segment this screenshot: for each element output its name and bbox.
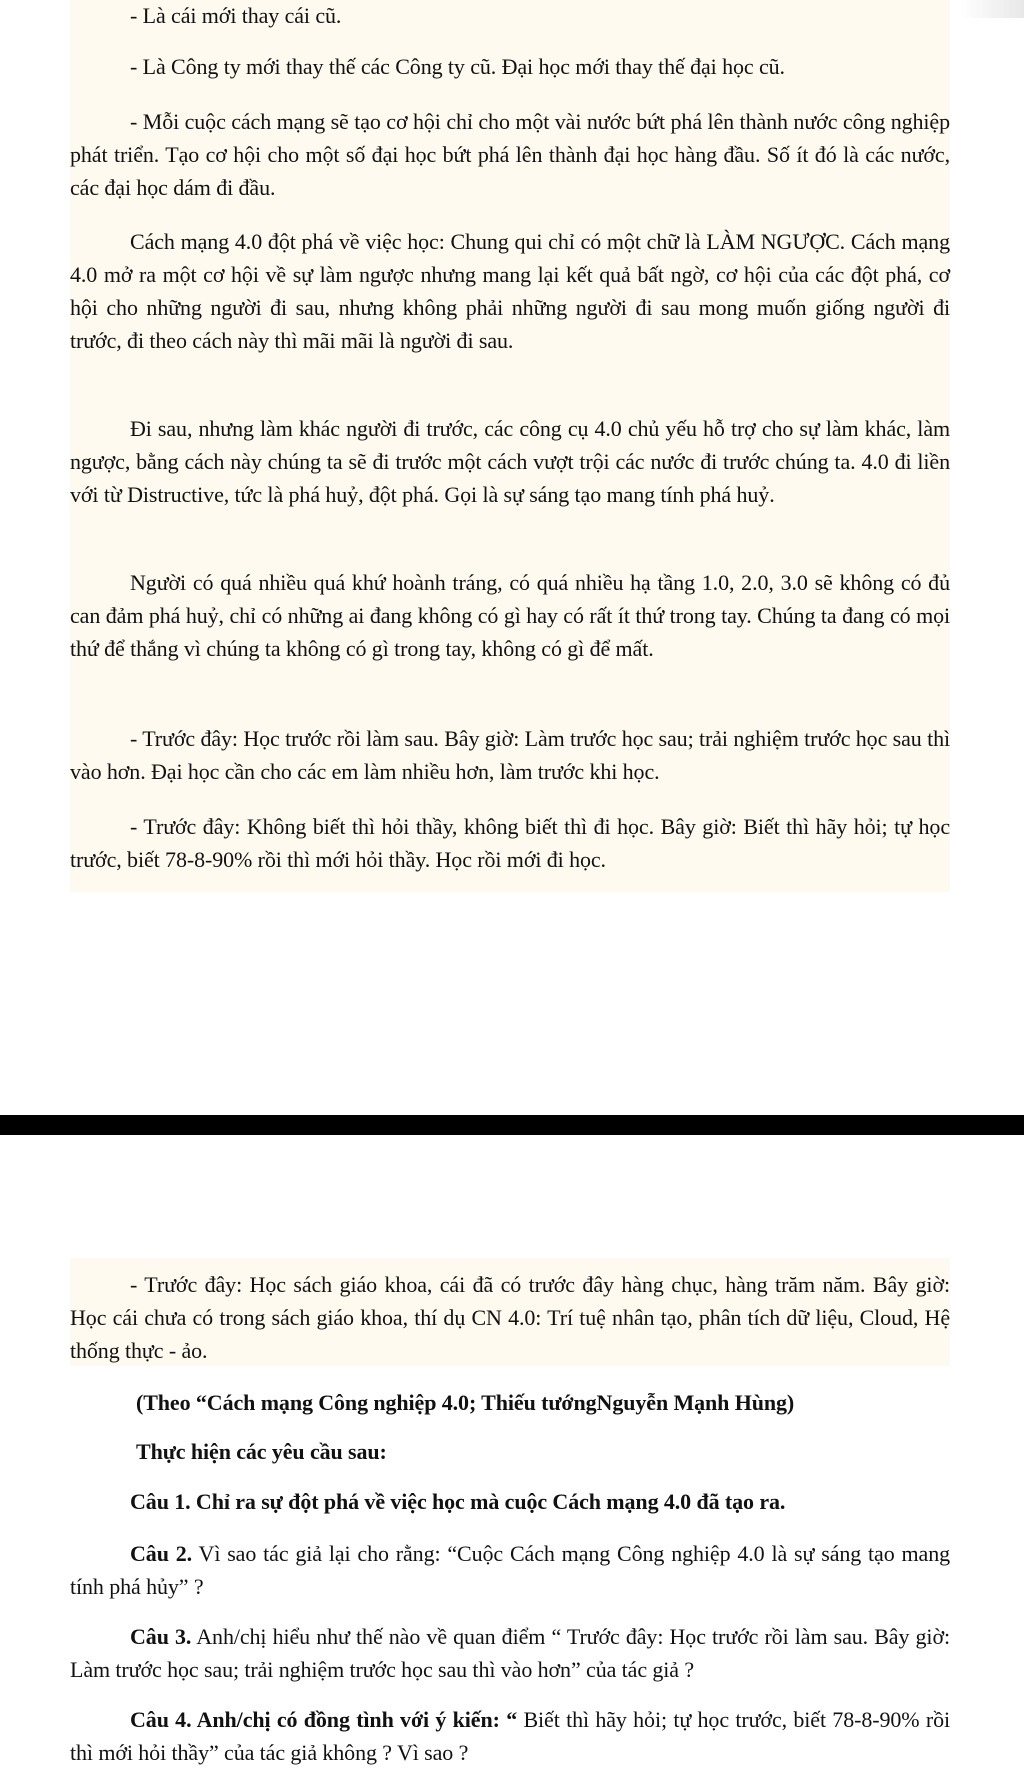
paragraph-4: Cách mạng 4.0 đột phá về việc học: Chung qui chỉ có một chữ là LÀM NGƯỢC. Cách mạng 4.0 mở ra một cơ hội về sự làm ngược nhưng mang lại kết quả bất ngờ, cơ hội của các đột phá, cơ hội cho những người đi sau, nhưng không phải những người đi sau mong muốn giống người đi trước, đi theo cách này thì mãi mãi là người đi sau.: [70, 229, 950, 353]
paragraph-7: - Trước đây: Học trước rồi làm sau. Bây giờ: Làm trước học sau; trải nghiệm trước học sau thì vào hơn. Đại học cần cho các em làm nhiều hơn, làm trước khi học.: [70, 726, 950, 784]
paragraph-6: Người có quá nhiều quá khứ hoành tráng, có quá nhiều hạ tầng 1.0, 2.0, 3.0 sẽ không có đủ can đảm phá huỷ, chỉ có những ai đang không có gì hay có rất ít thứ trong tay. Chúng ta đang có mọi thứ để thắng vì chúng ta không có gì trong tay, không có gì để mất.: [70, 570, 950, 661]
question-1: Câu 1. Chỉ ra sự đột phá về việc học mà cuộc Cách mạng 4.0 đã tạo ra.: [130, 1489, 786, 1514]
question-4-label: Câu 4. Anh/chị có đồng tình với ý kiến: “: [130, 1707, 518, 1732]
paragraph-5: Đi sau, nhưng làm khác người đi trước, các công cụ 4.0 chủ yếu hỗ trợ cho sự làm khác, làm ngược, bằng cách này chúng ta sẽ đi trước một cách vượt trội các nước đi trước chúng ta. 4.0 đi liền với từ Distructive, tức là phá huỷ, đột phá. Gọi là sự sáng tạo mang tính phá huỷ.: [70, 416, 950, 507]
paragraph-bottom: - Trước đây: Học sách giáo khoa, cái đã có trước đây hàng chục, hàng trăm năm. Bây giờ: Học cái chưa có trong sách giáo khoa, thí dụ CN 4.0: Trí tuệ nhân tạo, phân tích dữ liệu, Cloud, Hệ thống thực - ảo.: [70, 1272, 950, 1363]
paragraph-1: - Là cái mới thay cái cũ.: [130, 3, 342, 28]
question-3-label: Câu 3.: [130, 1624, 192, 1649]
question-2: [70, 1537, 950, 1603]
page-divider: [0, 1115, 1024, 1135]
question-3-text: Anh/chị hiểu như thế nào về quan điểm “ Trước đây: Học trước rồi làm sau. Bây giờ: Làm trước học sau; trải nghiệm trước học sau thì vào hơn” của tác giả ?: [70, 1624, 950, 1682]
question-4-text: Biết thì hãy hỏi; tự học trước, biết 78-8-90% rồi thì mới hỏi thầy” của tác giả không ? Vì sao ?: [70, 1707, 950, 1765]
question-4: [70, 1703, 950, 1769]
question-3: [70, 1620, 950, 1686]
instruction-heading: Thực hiện các yêu cầu sau:: [136, 1439, 387, 1464]
top-edge-shadow: [960, 0, 1024, 18]
question-2-label: Câu 2.: [130, 1541, 193, 1566]
paragraph-8: - Trước đây: Không biết thì hỏi thầy, không biết thì đi học. Bây giờ: Biết thì hãy hỏi; tự học trước, biết 78-8-90% rồi thì mới hỏi thầy. Học rồi mới đi học.: [70, 814, 950, 872]
source-citation: (Theo “Cách mạng Công nghiệp 4.0; Thiếu tướngNguyễn Mạnh Hùng): [136, 1390, 795, 1415]
paragraph-3: - Mỗi cuộc cách mạng sẽ tạo cơ hội chỉ cho một vài nước bứt phá lên thành nước công nghiệp phát triển. Tạo cơ hội cho một số đại học bứt phá lên thành đại học hàng đầu. Số ít đó là các nước, các đại học dám đi đầu.: [70, 109, 950, 200]
question-2-text: Vì sao tác giả lại cho rằng: “Cuộc Cách mạng Công nghiệp 4.0 là sự sáng tạo mang tính phá hủy” ?: [70, 1541, 950, 1599]
paragraph-2: - Là Công ty mới thay thế các Công ty cũ. Đại học mới thay thế đại học cũ.: [130, 54, 785, 79]
